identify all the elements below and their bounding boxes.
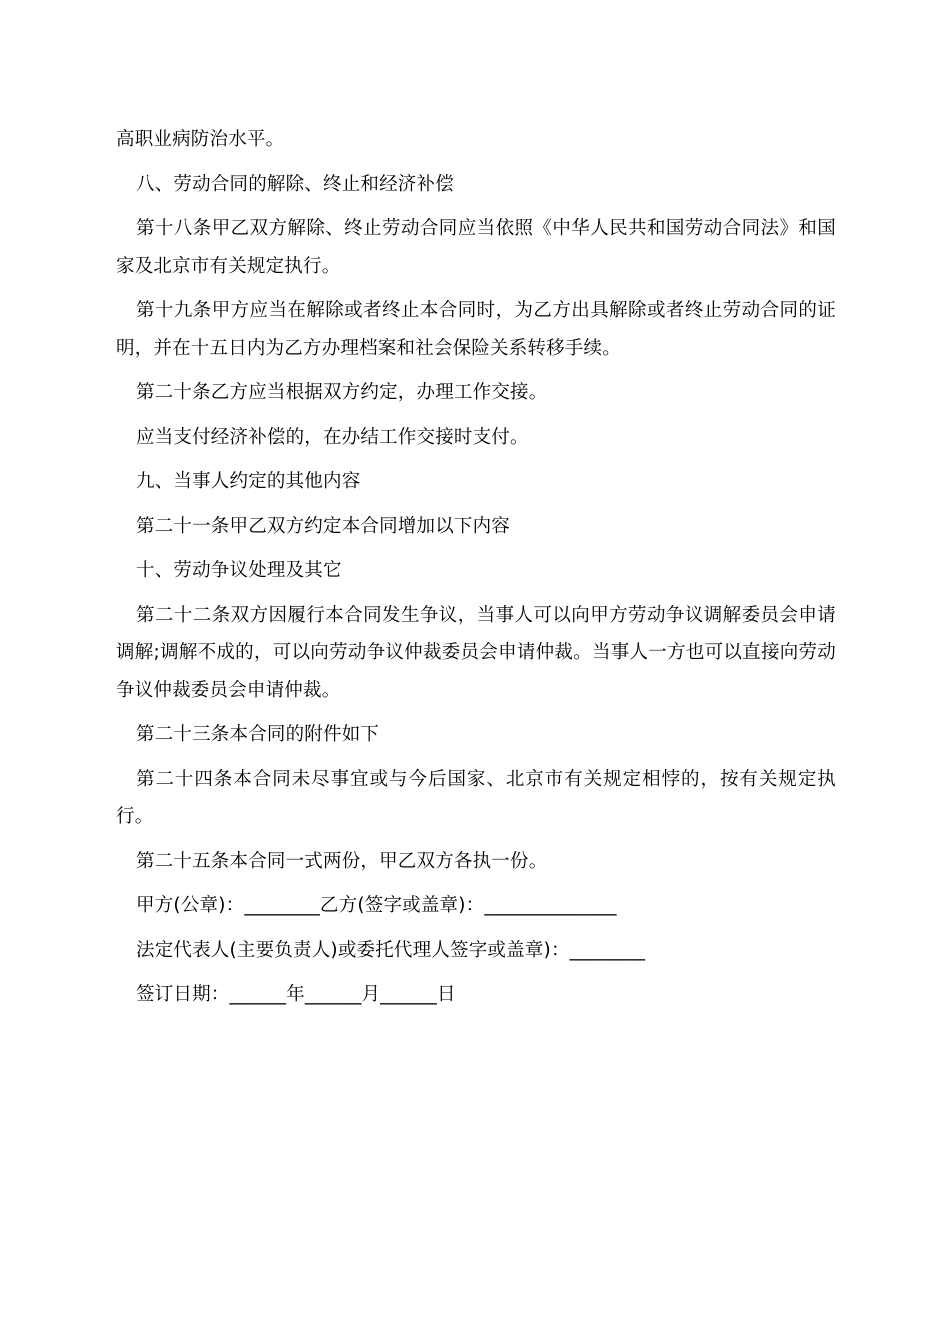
article-20-compensation: 应当支付经济补偿的，在办结工作交接时支付。: [136, 426, 529, 448]
section-heading-other-terms: 九、当事人约定的其他内容: [136, 471, 361, 492]
article-23: 第二十三条本合同的附件如下: [136, 724, 380, 745]
signature-line-parties: 甲方(公章)：________乙方(签字或盖章)：______________: [136, 895, 617, 916]
document-body: [116, 121, 836, 1021]
article-20: 第二十条乙方应当根据双方约定，办理工作交接。: [136, 382, 548, 403]
article-21: 第二十一条甲乙双方约定本合同增加以下内容: [136, 515, 511, 537]
section-heading-termination: 八、劳动合同的解除、终止和经济补偿: [136, 173, 454, 195]
article-18: 第十八条甲乙双方解除、终止劳动合同应当依照《中华人民共和国劳动合同法》和国家及北京市有关规定执行。: [116, 218, 836, 277]
article-25: 第二十五条本合同一式两份，甲乙双方各执一份。: [136, 850, 548, 872]
section-heading-disputes: 十、劳动争议处理及其它: [136, 560, 342, 581]
article-24: 第二十四条本合同未尽事宜或与今后国家、北京市有关规定相悖的，按有关规定执行。: [116, 768, 836, 827]
article-19: 第十九条甲方应当在解除或者终止本合同时，为乙方出具解除或者终止劳动合同的证明，并在十五日内为乙方办理档案和社会保险关系转移手续。: [116, 300, 836, 359]
article-22: 第二十二条双方因履行本合同发生争议，当事人可以向甲方劳动争议调解委员会申请调解;调解不成的，可以向劳动争议仲裁委员会申请仲裁。当事人一方也可以直接向劳动争议仲裁委员会申请仲裁。: [116, 604, 836, 701]
signature-line-representative: 法定代表人(主要负责人)或委托代理人签字或盖章)：________: [136, 939, 646, 961]
paragraph-continuation: 高职业病防治水平。: [116, 129, 285, 150]
signing-date-line: 签订日期：______年______月______日: [136, 984, 456, 1005]
